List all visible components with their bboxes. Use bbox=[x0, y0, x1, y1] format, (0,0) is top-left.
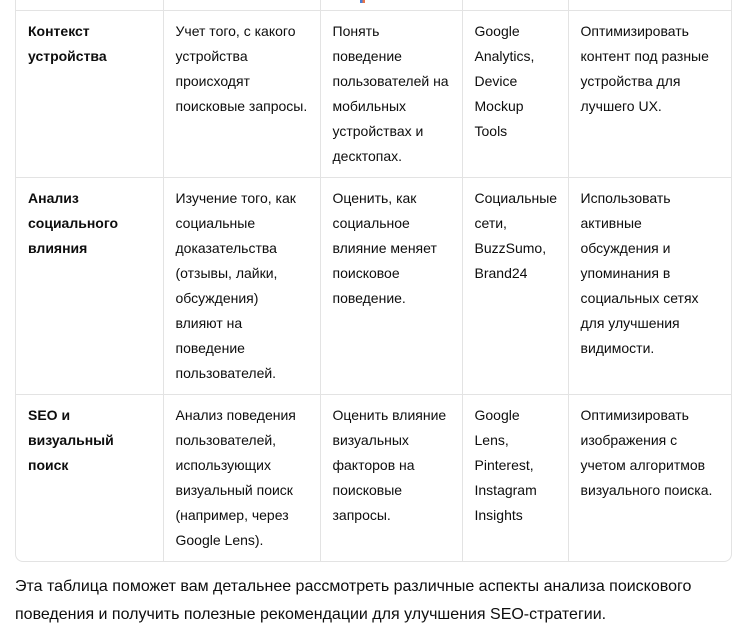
cell-tools: Google Lens, Pinterest, Instagram Insights bbox=[462, 394, 568, 561]
cell-aspect: Контекст устройства bbox=[16, 10, 163, 177]
cell-goal: Оценить влияние визуальных факторов на поисковые запросы. bbox=[320, 394, 462, 561]
cell-goal: Оценить, как социальное влияние меняет поисковое поведение. bbox=[320, 177, 462, 394]
cell-tools: Социальные сети, BuzzSumo, Brand24 bbox=[462, 177, 568, 394]
truncated-content-fragment bbox=[360, 0, 365, 3]
table-summary-paragraph: Эта таблица поможет вам детальнее рассмотреть различные аспекты анализа поискового поведения и получить полезные рекомендации для улучшения SEO-стратегии. bbox=[15, 577, 692, 623]
cell-aspect: SEO и визуальный поиск bbox=[16, 394, 163, 561]
table bbox=[16, 0, 731, 561]
cell-aspect: Анализ социального влияния bbox=[16, 177, 163, 394]
seo-analysis-table bbox=[15, 0, 732, 562]
cell-description: Анализ поведения пользователей, использующих визуальный поиск (например, через Google Lens). bbox=[163, 394, 320, 561]
table-cell bbox=[320, 0, 462, 10]
cell-recommendation: Оптимизировать контент под разные устройства для лучшего UX. bbox=[568, 10, 731, 177]
table-cell bbox=[16, 0, 163, 10]
truncated-table-row bbox=[16, 0, 731, 10]
table-cell bbox=[462, 0, 568, 10]
cell-recommendation: Использовать активные обсуждения и упоминания в социальных сетях для улучшения видимости. bbox=[568, 177, 731, 394]
table-row bbox=[16, 177, 731, 394]
table-cell bbox=[568, 0, 731, 10]
cell-recommendation: Оптимизировать изображения с учетом алгоритмов визуального поиска. bbox=[580, 406, 713, 498]
table-row bbox=[16, 394, 731, 561]
cell-tools: Google Analytics, Device Mockup Tools bbox=[462, 10, 568, 177]
table-cell bbox=[163, 0, 320, 10]
cell-description: Учет того, с какого устройства происходят поисковые запросы. bbox=[163, 10, 320, 177]
cell-description: Изучение того, как социальные доказательства (отзывы, лайки, обсуждения) влияют на поведение пользователей. bbox=[163, 177, 320, 394]
cell-goal: Понять поведение пользователей на мобильных устройствах и десктопах. bbox=[320, 10, 462, 177]
table-row bbox=[16, 10, 731, 177]
